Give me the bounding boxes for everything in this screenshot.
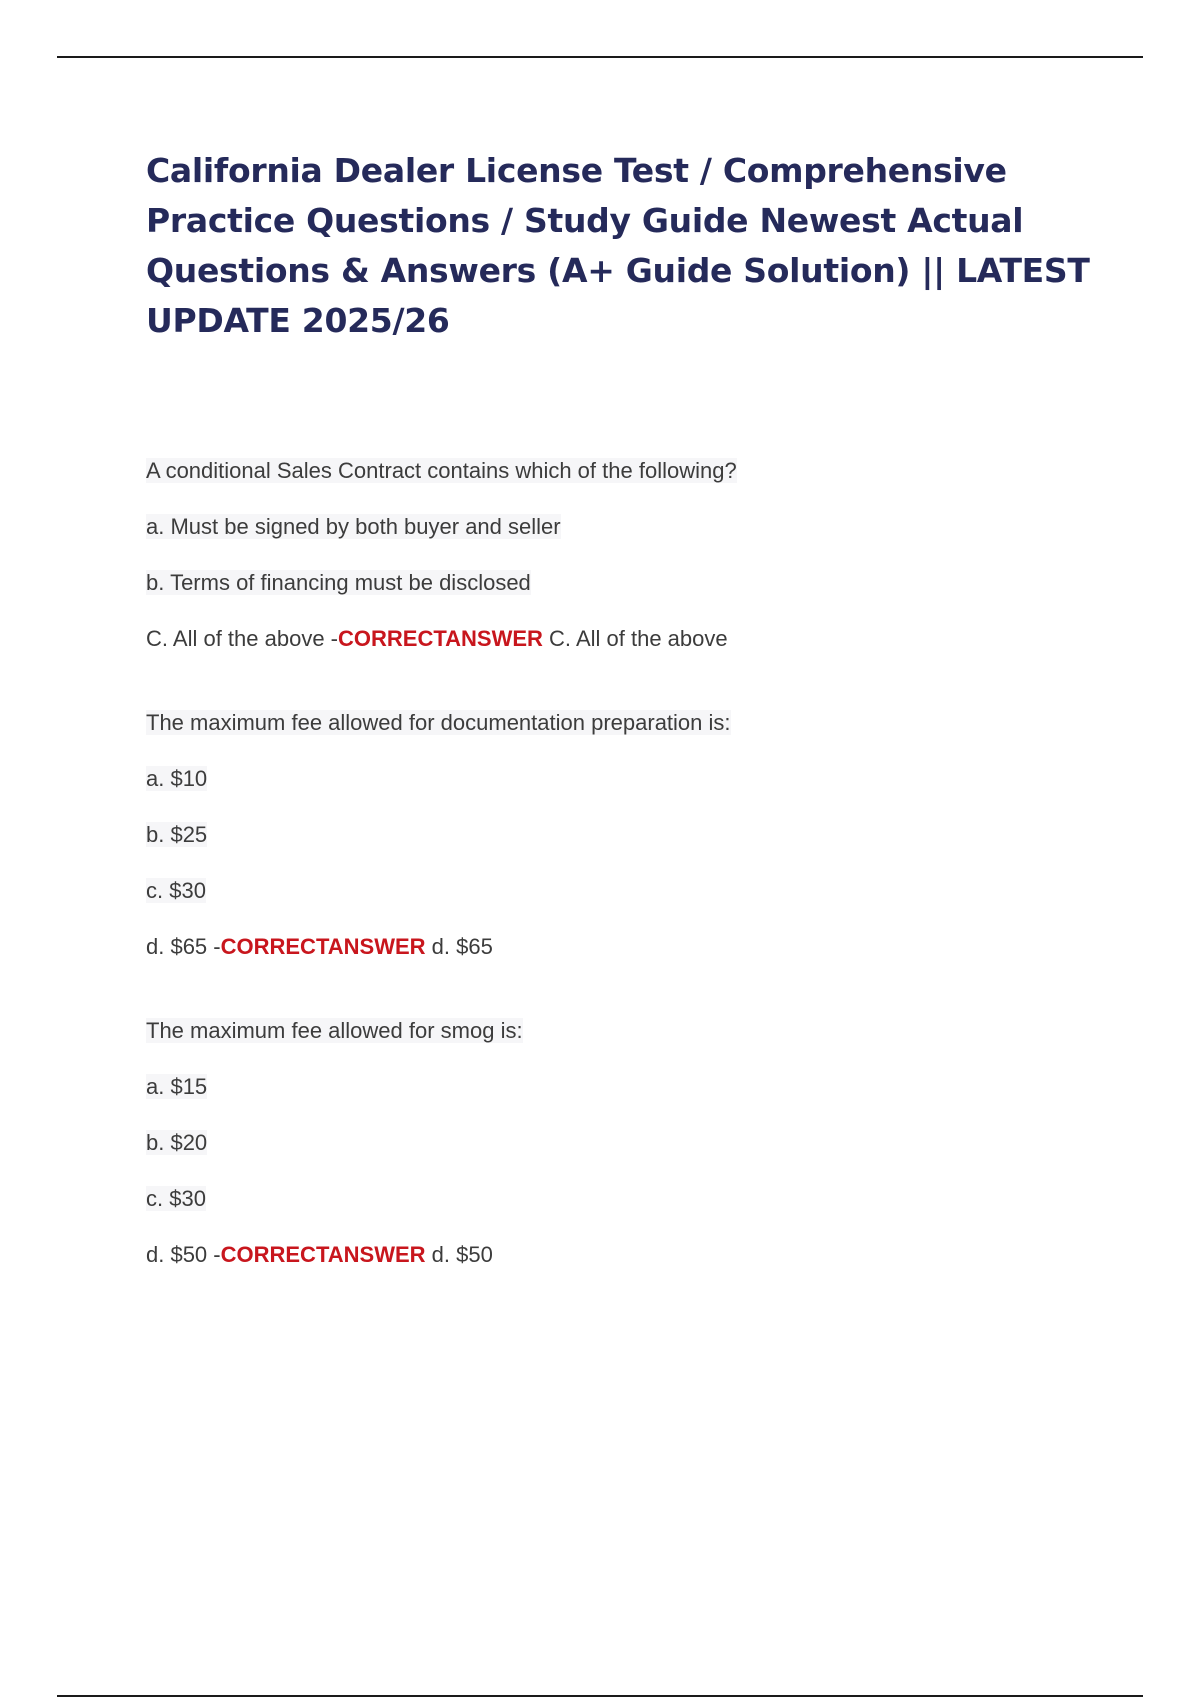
document-title: California Dealer License Test / Comprehensive Practice Questions / Study Guide Newest Actual Questions & Answers (A+ Guide Solution) || LATEST UPDATE 2025/26 xyxy=(146,151,1090,340)
question-text: The maximum fee allowed for documentation preparation is: xyxy=(146,710,731,735)
answer-option: b. $20 xyxy=(146,1130,208,1155)
correct-answer-marker: CORRECTANSWER xyxy=(220,934,426,959)
answer-option: a. Must be signed by both buyer and seller xyxy=(146,514,561,539)
answer-option: c. $30 xyxy=(146,878,206,903)
option-text: d. $65 - xyxy=(146,934,221,959)
top-divider xyxy=(57,56,1143,58)
question-block-2 xyxy=(146,708,1096,962)
answer-option: a. $10 xyxy=(146,766,208,791)
question-list xyxy=(146,456,1096,1270)
bottom-divider xyxy=(57,1695,1143,1697)
document-body xyxy=(146,146,1096,1324)
correct-answer-text: d. $50 xyxy=(431,1242,493,1267)
correct-answer-marker: CORRECTANSWER xyxy=(220,1242,426,1267)
correct-answer-text: d. $65 xyxy=(431,934,493,959)
question-block-1 xyxy=(146,456,1096,654)
answer-option-with-correct xyxy=(146,624,1096,654)
answer-option: b. $25 xyxy=(146,822,208,847)
question-text: The maximum fee allowed for smog is: xyxy=(146,1018,523,1043)
answer-option-with-correct xyxy=(146,1240,1096,1270)
answer-option: c. $30 xyxy=(146,1186,206,1211)
answer-option: a. $15 xyxy=(146,1074,208,1099)
option-text: d. $50 - xyxy=(146,1242,221,1267)
correct-answer-marker: CORRECTANSWER xyxy=(338,626,543,651)
answer-option: b. Terms of financing must be disclosed xyxy=(146,570,531,595)
question-text: A conditional Sales Contract contains which of the following? xyxy=(146,458,737,483)
question-block-3 xyxy=(146,1016,1096,1270)
correct-answer-text: C. All of the above xyxy=(549,626,728,651)
answer-option-with-correct xyxy=(146,932,1096,962)
option-text: C. All of the above - xyxy=(146,626,338,651)
